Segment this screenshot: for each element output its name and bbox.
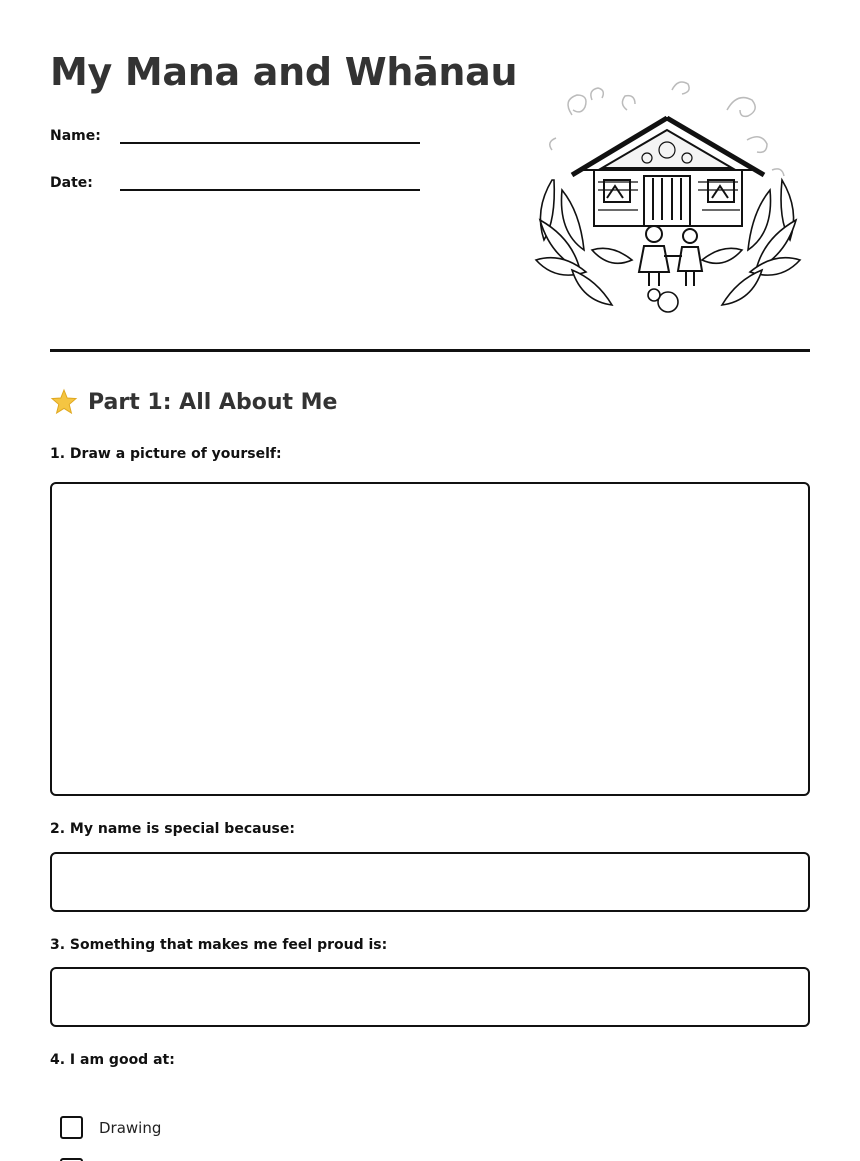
question-1-label: 1. Draw a picture of yourself: [50, 446, 282, 462]
name-field[interactable] [120, 124, 420, 144]
name-special-answer-field[interactable] [50, 852, 810, 912]
star-icon [50, 388, 78, 416]
good-at-option-label: Drawing [99, 1118, 162, 1137]
date-field-row [50, 171, 420, 191]
question-3-label: 3. Something that makes me feel proud is: [50, 937, 388, 953]
checkbox[interactable] [60, 1116, 83, 1139]
part1-heading-row [50, 388, 337, 416]
name-field-row [50, 124, 420, 144]
part1-heading: Part 1: All About Me [88, 389, 338, 415]
date-label: Date: [50, 175, 93, 191]
page-title: My Mana and Whānau [50, 50, 518, 94]
wharenui-whanau-illustration [532, 70, 804, 320]
good-at-option[interactable] [60, 1116, 161, 1139]
self-portrait-drawing-area[interactable] [50, 482, 810, 796]
question-2-label: 2. My name is special because: [50, 821, 295, 837]
date-field[interactable] [120, 171, 420, 191]
name-label: Name: [50, 128, 101, 144]
proud-answer-field[interactable] [50, 967, 810, 1027]
question-4-label: 4. I am good at: [50, 1052, 175, 1068]
header-divider [50, 349, 810, 352]
